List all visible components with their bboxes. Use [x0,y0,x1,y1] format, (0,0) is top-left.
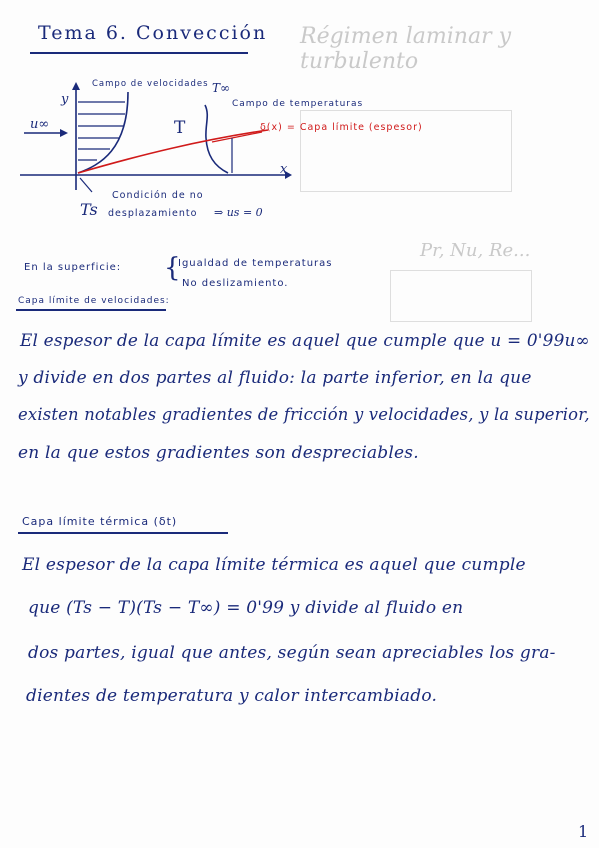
velocity-bl-line-4: en la que estos gradientes son despreciables. [18,443,419,463]
label-t: T [174,118,186,138]
label-temperature-field: Campo de temperaturas [232,99,364,109]
page-number: 1 [578,822,589,841]
label-u-inf: u∞ [30,117,50,132]
no-slip-pointer [80,178,92,192]
surface-label: En la superficie: [24,262,122,273]
page-title: Tema 6. Convección [38,22,268,44]
surface-item-no-slip: No deslizamiento. [182,278,289,289]
y-axis-arrow [72,82,80,90]
label-t-inf: T∞ [212,81,230,95]
velocity-bl-line-2: y divide en dos partes al fluido: la parte inferior, en la que [18,368,532,388]
velocity-bl-line-1: El espesor de la capa límite es aquel que cumple que u = 0'99u∞ [20,330,590,350]
thermal-bl-line-4: dientes de temperatura y calor intercambiado. [26,686,438,706]
label-ts: Ts [80,200,98,219]
label-velocity-field: Campo de velocidades [92,79,209,89]
velocity-bl-heading: Capa límite de velocidades: [18,296,170,306]
title-underline [30,52,248,54]
label-no-slip-eq: ⇒ us = 0 [214,206,263,219]
velocity-bl-heading-underline [16,309,166,311]
label-y-axis: y [61,92,69,107]
thermal-bl-line-2: que (Ts − T)(Ts − T∞) = 0'99 y divide al fluido en [28,598,464,618]
label-boundary-thickness: δ(x) = Capa límite (espesor) [260,122,423,133]
boundary-layer-pointer [212,132,262,142]
label-no-slip-line1: Condición de no [112,190,204,201]
label-x-axis: x [280,162,288,177]
ghost-box-mid [390,270,532,322]
velocity-bl-line-3: existen notables gradientes de fricción y velocidades, y la superior, [18,405,590,424]
thermal-bl-heading: Capa límite térmica (δt) [22,515,178,528]
surface-brace: { [164,253,181,283]
label-no-slip-line2: desplazamiento [108,208,198,219]
thermal-bl-heading-underline [18,532,228,534]
thermal-bl-line-1: El espesor de la capa límite térmica es aquel que cumple [22,555,526,575]
thermal-bl-line-3: dos partes, igual que antes, según sean apreciables los gra- [28,643,556,663]
surface-item-temperatures: Igualdad de temperaturas [178,258,333,269]
ghost-text-top: Régimen laminar y turbulento [300,24,512,74]
ghost-text-mid: Pr, Nu, Re... [420,240,531,261]
